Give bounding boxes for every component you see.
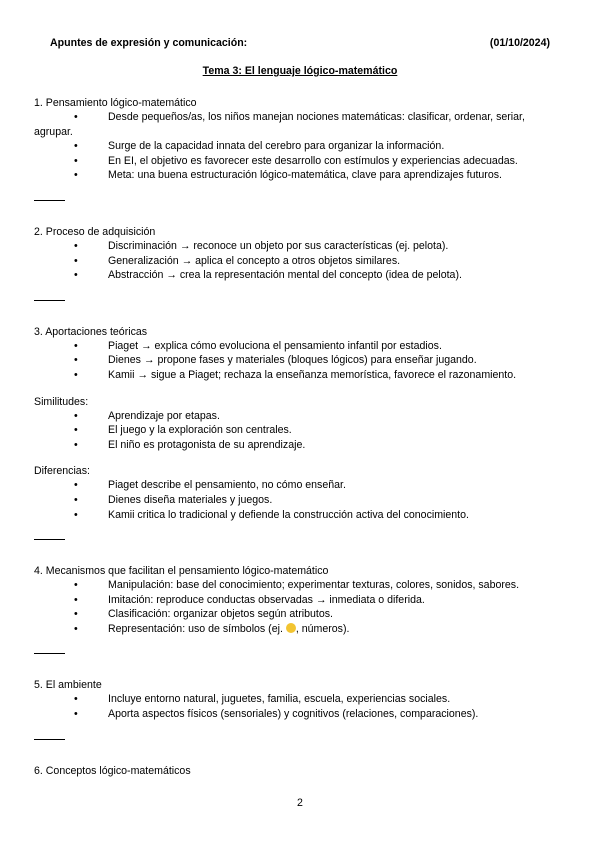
bullet-icon: •	[74, 169, 78, 182]
section-5-list	[34, 692, 564, 721]
section-divider	[34, 739, 65, 740]
bullet-icon: •	[74, 693, 78, 706]
list-item-continuation: agrupar.	[34, 125, 73, 138]
section-4-heading: 4. Mecanismos que facilitan el pensamiento lógico-matemático	[34, 565, 329, 578]
bullet-icon: •	[74, 154, 78, 167]
list-item: • Manipulación: base del conocimiento; experimentar texturas, colores, sonidos, sabores.	[74, 579, 520, 592]
bullet-icon: •	[74, 254, 78, 267]
header-course-title: Apuntes de expresión y comunicación:	[50, 37, 248, 49]
bullet-icon: •	[74, 368, 78, 381]
section-divider	[34, 200, 65, 201]
smiley-emoji-icon	[286, 623, 296, 633]
header-date: (01/10/2024)	[489, 37, 550, 49]
bullet-icon: •	[74, 438, 78, 451]
differences-heading: Diferencias:	[34, 465, 90, 478]
section-6-heading: 6. Conceptos lógico-matemáticos	[34, 764, 191, 777]
differences-list	[34, 478, 564, 522]
bullet-icon: •	[74, 493, 78, 506]
section-5-heading: 5. El ambiente	[34, 679, 102, 692]
list-item: • Dienes diseña materiales y juegos.	[74, 493, 273, 506]
list-item: • Piaget → explica cómo evoluciona el pensamiento infantil por estadios.	[74, 339, 442, 352]
list-item: • Discriminación → reconoce un objeto por sus características (ej. pelota).	[74, 239, 449, 252]
section-divider	[34, 653, 65, 654]
section-divider	[34, 300, 65, 301]
bullet-icon: •	[74, 239, 78, 252]
bullet-icon: •	[74, 269, 78, 282]
document-title: Tema 3: El lenguaje lógico-matemático	[202, 65, 398, 77]
bullet-icon: •	[74, 708, 78, 721]
list-item: • Abstracción → crea la representación mental del concepto (idea de pelota).	[74, 269, 462, 282]
bullet-icon: •	[74, 339, 78, 352]
list-item: • Incluye entorno natural, juguetes, familia, escuela, experiencias sociales.	[74, 693, 451, 706]
bullet-icon: •	[74, 508, 78, 521]
list-item: • Imitación: reproduce conductas observadas → inmediata o diferida.	[74, 593, 425, 606]
bullet-icon: •	[74, 111, 78, 123]
bullet-icon: •	[74, 593, 78, 606]
bullet-icon: •	[74, 140, 78, 153]
bullet-icon: •	[74, 354, 78, 367]
bullet-icon: •	[74, 409, 78, 422]
section-divider	[34, 539, 65, 540]
document-body	[34, 96, 564, 778]
list-item: • Surge de la capacidad innata del cerebro para organizar la información.	[74, 140, 445, 153]
section-1-heading: 1. Pensamiento lógico-matemático	[34, 97, 197, 109]
list-item: • Kamii critica lo tradicional y defiende la construcción activa del conocimiento.	[74, 508, 469, 521]
bullet-icon: •	[74, 622, 78, 635]
list-item: • El niño es protagonista de su aprendizaje.	[74, 438, 306, 451]
page-header	[50, 37, 550, 51]
section-2-heading: 2. Proceso de adquisición	[34, 225, 156, 238]
page-number: 2	[297, 797, 303, 809]
section-3-heading: 3. Aportaciones teóricas	[34, 325, 148, 338]
section-2-list	[34, 239, 564, 283]
list-item: • Piaget describe el pensamiento, no cómo enseñar.	[74, 479, 346, 492]
list-item: • El juego y la exploración son centrales.	[74, 424, 292, 437]
similarities-heading: Similitudes:	[34, 395, 89, 408]
list-item: • Representación: uso de símbolos (ej. , números).	[74, 622, 350, 635]
bullet-icon: •	[74, 424, 78, 437]
bullet-icon: •	[74, 608, 78, 621]
list-item: • Generalización → aplica el concepto a otros objetos similares.	[74, 254, 401, 267]
list-item: • Desde pequeños/as, los niños manejan nociones matemáticas: clasificar, ordenar, seriar,	[74, 111, 525, 123]
section-1-list	[34, 110, 564, 125]
list-item: • En EI, el objetivo es favorecer este desarrollo con estímulos y experiencias adecuadas.	[74, 154, 518, 167]
list-item: • Dienes → propone fases y materiales (bloques lógicos) para enseñar jugando.	[74, 354, 477, 367]
list-item: • Aprendizaje por etapas.	[74, 409, 220, 422]
section-3-list	[34, 339, 564, 383]
list-item: • Kamii → sigue a Piaget; rechaza la enseñanza memorística, favorece el razonamiento.	[74, 368, 517, 381]
similarities-list	[34, 409, 564, 453]
bullet-icon: •	[74, 479, 78, 492]
section-4-list	[34, 578, 564, 636]
list-item: • Clasificación: organizar objetos según atributos.	[74, 608, 333, 621]
bullet-icon: •	[74, 579, 78, 592]
list-item: • Aporta aspectos físicos (sensoriales) y cognitivos (relaciones, comparaciones).	[74, 708, 479, 721]
list-item: • Meta: una buena estructuración lógico-matemática, clave para aprendizajes futuros.	[74, 169, 502, 182]
